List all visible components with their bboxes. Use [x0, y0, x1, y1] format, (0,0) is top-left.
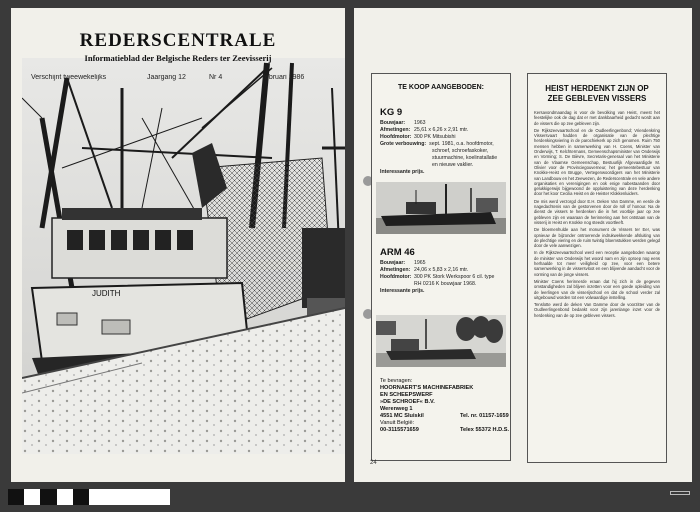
spec-row: stuurmachine, koelinstallatie: [432, 155, 498, 161]
ship-photo-kg9: [376, 182, 506, 234]
vessel-specs: [372, 120, 510, 176]
strip-block: [73, 489, 89, 505]
article-body: [534, 110, 660, 318]
spec-row: Grote verbouwing: sept. 1981, o.a. hoofdmotor,: [380, 141, 494, 147]
address-row: Werenweg 1: [380, 406, 413, 412]
strip-block: [57, 489, 73, 505]
scan-marker: [670, 491, 690, 495]
company-name-2: EN SCHEEPSWERF: [380, 392, 433, 398]
spec-row: Bouwjaar: 1963: [380, 120, 426, 126]
vessel-price: Interessante prijs.: [380, 169, 425, 175]
for-sale-column: [371, 73, 511, 461]
vessel-name: KG 9: [380, 107, 403, 118]
spec-row: schroef, schroefaskoker,: [432, 148, 489, 154]
vessel-name: ARM 46: [380, 247, 415, 258]
masthead-subtitle: Informatieblad der Belgische Reders ter Zeevisserij: [84, 53, 272, 63]
strip-block: [24, 489, 40, 505]
article-paragraph: De Rijkszeevaartschool en de Oudleerlingenbond; Vriendenkring Vissersvaart hadden de organisatie van de plechtige herdenkingsviering in de parochiekerk op zich genomen. Ruim 750 mensen hebben in samenwerking van H. Coens, Minister van Onderwijs, T. Kelchtermans, Gemeenschapsminister van Onderwijs en Vorming; S. De Bièvre, Secretaris-generaal van het Ministerie van de Vlaamse Gemeenschap, Bestuurlijk Afgevaardigde M. Olivier voor de Provinciegouverneur, het gemeentebestuur van Knokke-Heist en Brugge, Vertegenwoordigers van het Ministerie van Landbouw en het Zeewezen, de Rederscentrale en vele andere organisaties en verenigingen en ook enige nabestaanden door gelukkigerwijs bijgewoond de oppluistering van deze herdenking door het koor Cecilia Heist en de Heister Klokkenluiders.: [534, 127, 660, 197]
spec-row: en nieuwe vaklier.: [432, 162, 474, 168]
boat-name: JUDITH: [92, 289, 121, 298]
trawler-illustration: [22, 58, 345, 454]
article-paragraph: Kersavondmaandag is voor de bevolking van Heist, meest het feestelijke ook de dag dat er met dankbaarheid gedacht wordt aan de vissers die op zee gebleven zijn.: [534, 110, 660, 126]
masthead-info: [31, 74, 331, 84]
company-name: HOORNAERT'S MACHINEFABRIEK: [380, 385, 474, 391]
strip-block: [8, 489, 24, 505]
home-label: Vanuit België:: [380, 420, 415, 426]
article-paragraph: Minister Coens herinnerde eraan dat hij zich in de gegeven omstandigheden zal blijven inzetten voor een goede opleiding van de leerlingen van de visserijschool en dat de school verder zal uitgebouwd worden tot een volwaardige instelling.: [534, 278, 660, 300]
company-name-3: »DE SCHROEF« B.V.: [380, 399, 435, 405]
article-paragraph: In de Rijkszeevaartschool werd een receptie aangeboden waarop de minister van Onderwijs het woord nam en zijn oproep nog eens herhaalde tot meer veiligheid op zee, voor een betere samenwerking in de vissersvloot en een blijvende aandacht voor de vorming van de jonge vissers.: [534, 250, 660, 277]
vessel-specs: [372, 260, 510, 295]
article-title: HEIST HERDENKT ZIJN OP ZEE GEBLEVEN VISSERS: [545, 84, 649, 103]
spec-row: Hoofdmotor: 300 PK Mitsubishi: [380, 134, 456, 140]
vessel-price: Interessante prijs.: [380, 288, 425, 294]
spec-row: RH 0216 K bouwjaar 1968.: [414, 281, 477, 287]
spec-row: Afmetingen: 24,06 x 5,83 x 2,16 mtr.: [380, 267, 469, 273]
article-paragraph: De bloemenhulde aan het monument de Vissers ter Eer, was opnieuw de bijzonder ontroerende indrukwekkende afsluiting van de plechtige viering en de ruim twintig bloemstukken werden gelegd door de vele aanwezigen.: [534, 227, 660, 249]
spec-row: Bouwjaar: 1965: [380, 260, 426, 266]
contact-label: Te bevragen:: [380, 378, 413, 384]
spec-row: Hoofdmotor: 300 PK Stork Werkspoor 6 cil. type: [380, 274, 495, 280]
sale-heading: TE KOOP AANGEBODEN:: [398, 84, 484, 91]
masthead-title: REDERSCENTRALE: [79, 30, 277, 51]
spec-row: Afmetingen: 25,61 x 6,26 x 2,91 mtr.: [380, 127, 469, 133]
left-page: [11, 8, 345, 482]
harbour-photo: [22, 58, 345, 454]
right-page: [354, 8, 692, 482]
address-row: 4551 MC Sluiskil Tel. nr. 01157-1659: [380, 413, 509, 419]
page-number: 24: [370, 460, 377, 466]
strip-block: [40, 489, 56, 505]
article-column: [527, 73, 667, 463]
calibration-strip: [8, 489, 170, 505]
article-paragraph: Tenslotte werd de deken Van Damme door de voorzitter van de Oudleerlingenbond bedankt voor zijn jarenlange inzet voor de herdenking van de op zee gebleven vissers.: [534, 302, 660, 318]
article-paragraph: De mis werd verzorgd door E.H. Deken Van Damme, en eerde de nagedachtenis van de gestorvenen door de roll of honour. Na de dienst de vissers te herdenken die in het voorbije jaar op zee gebleven zijn en waaraan de herinnering aan het ontstaan van de visserij in Heist en Knokke nog steeds voortleeft.: [534, 198, 660, 225]
phone-row: 00-3115571659 Telex 55372 H.D.S.: [380, 427, 510, 433]
info-number: Nr 4: [209, 74, 223, 81]
info-year: Jaargang 12: [147, 74, 186, 81]
info-frequency: Verschijnt tweewekelijks: [31, 74, 107, 81]
ship-photo-arm46: [376, 315, 506, 367]
info-date: februari 1986: [263, 74, 305, 81]
contact-block: [380, 378, 510, 434]
strip-block: [89, 489, 170, 505]
